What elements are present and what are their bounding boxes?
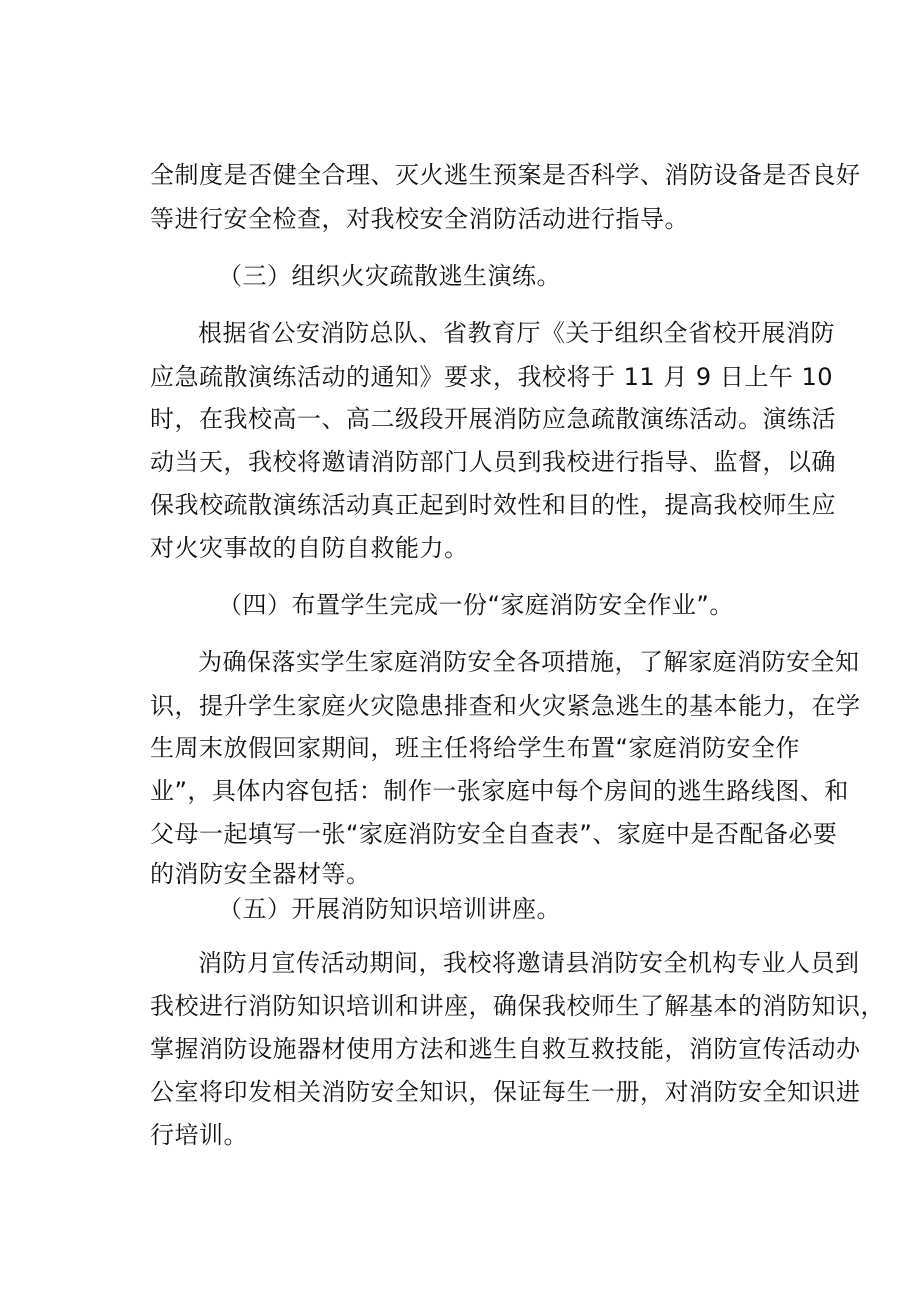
body-text-line: 掌握消防设施器材使用方法和逃生自救互救技能，消防宣传活动办 — [150, 1035, 861, 1063]
body-text-line: 消防月宣传活动期间，我校将邀请县消防安全机构专业人员到 — [198, 949, 860, 977]
body-text-line: 公室将印发相关消防安全知识，保证每生一册，对消防安全知识进 — [150, 1078, 861, 1106]
section-heading-4: （四）布置学生完成一份“家庭消防安全作业”。 — [218, 591, 734, 619]
body-text-line: 为确保落实学生家庭消防安全各项措施，了解家庭消防安全知 — [198, 648, 860, 676]
body-text-line: 应急疏散演练活动的通知》要求，我校将于 11 月 9 日上午 10 — [150, 363, 833, 391]
body-text-line: 行培训。 — [150, 1121, 248, 1149]
body-text-line: 保我校疏散演练活动真正起到时效性和目的性，提高我校师生应 — [150, 491, 836, 519]
section-heading-5: （五）开展消防知识培训讲座。 — [218, 895, 561, 923]
body-text-line: 根据省公安消防总队、省教育厅《关于组织全省校开展消防 — [198, 319, 835, 347]
body-text-line: 等进行安全检查，对我校安全消防活动进行指导。 — [150, 205, 689, 233]
body-text-line: 父母一起填写一张“家庭消防安全自查表”、家庭中是否配备必要 — [150, 820, 838, 848]
body-text-line: 识，提升学生家庭火灾隐患排查和火灾紧急逃生的基本能力，在学 — [150, 692, 861, 720]
body-text-line: 动当天，我校将邀请消防部门人员到我校进行指导、监督，以确 — [150, 448, 836, 476]
body-text-line: 的消防安全器材等。 — [150, 860, 371, 888]
body-text-line: 业”，具体内容包括：制作一张家庭中每个房间的逃生路线图、和 — [150, 777, 849, 805]
body-text-line: 生周末放假回家期间，班主任将给学生布置“家庭消防安全作 — [150, 734, 800, 762]
body-text-line: 全制度是否健全合理、灭火逃生预案是否科学、消防设备是否良好 — [150, 161, 861, 189]
body-text-line: 我校进行消防知识培训和讲座，确保我校师生了解基本的消防知识， — [150, 992, 885, 1020]
body-text-line: 时，在我校高一、高二级段开展消防应急疏散演练活动。演练活 — [150, 405, 836, 433]
body-text-line: 对火灾事故的自防自救能力。 — [150, 534, 469, 562]
section-heading-3: （三）组织火灾疏散逃生演练。 — [218, 262, 561, 290]
